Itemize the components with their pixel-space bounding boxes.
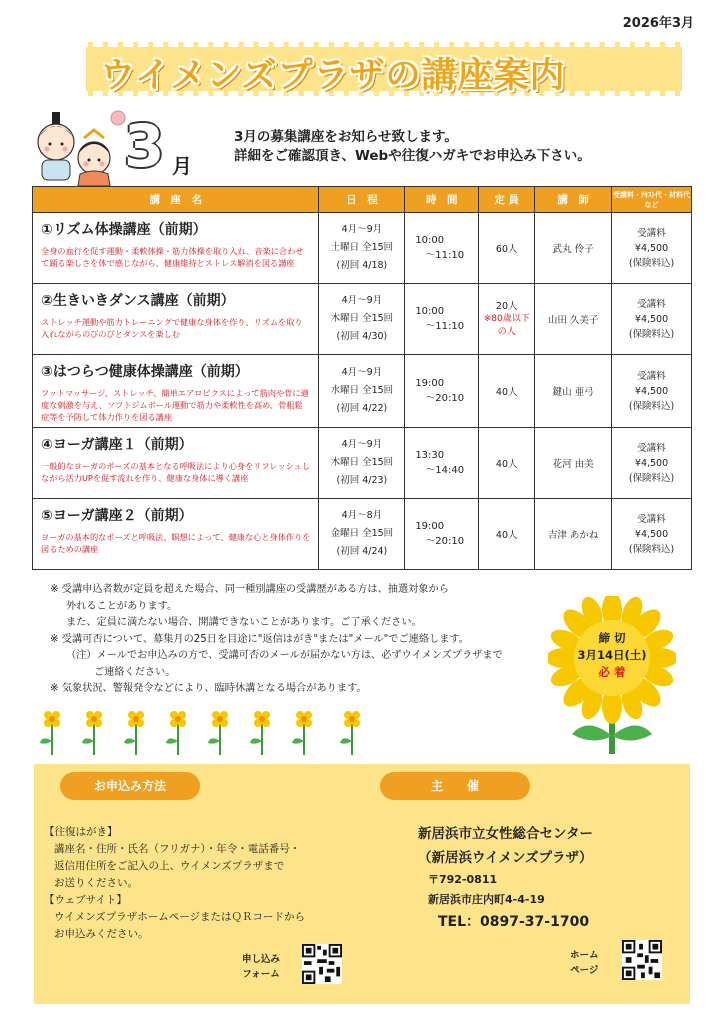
course-description: フットマッサージ、ストレッチ、簡単エアロビクスによって筋肉や骨に適度な刺激を与え、ソフトジムボール運動で筋力や柔軟性を高め、骨粗鬆症等を予防して体力作りを図る講座: [41, 388, 309, 422]
time-end: ～14:40: [425, 465, 465, 476]
note-line: また、定員に満たない場合、開講できないことがあります。ご了承ください。: [66, 617, 422, 628]
capacity-value: 20人: [495, 300, 518, 312]
title-banner: [78, 32, 690, 104]
fee-cell: [612, 284, 692, 355]
day: 金曜日 全15回: [330, 528, 394, 539]
time-start: 10:00: [415, 306, 445, 317]
organizer-info: [418, 822, 593, 934]
intro-line: 3月の募集講座をお知らせ致します。: [234, 129, 458, 145]
organizer-address: 新居浜市庄内町4-4-19: [428, 893, 545, 906]
schedule-cell: [319, 355, 405, 428]
time-cell: [405, 499, 479, 570]
header-capacity: 定 員: [479, 187, 535, 213]
header-schedule: 日 程: [319, 187, 405, 213]
table-row: [33, 213, 692, 284]
instructor-cell: 鍵山 亜弓: [535, 355, 612, 428]
table-row: [33, 355, 692, 428]
fee-cell: [612, 213, 692, 284]
time-end: ～20:10: [425, 393, 465, 404]
organizer-name: 新居浜市立女性総合センター: [418, 826, 593, 842]
deadline-note: 必 着: [598, 665, 626, 679]
month-badge: [122, 112, 202, 184]
time-cell: [405, 284, 479, 355]
course-description: ストレッチ運動や筋力トレーニングで健康な身体を作り、リズムを取り入れながらのびのびとダンスを楽しむ: [41, 317, 303, 339]
qr-label-line: ページ: [570, 965, 599, 976]
info-panel: [34, 764, 690, 1004]
page-title: ウイメンズプラザの講座案内: [100, 56, 566, 96]
day: 水曜日 全15回: [330, 385, 394, 396]
first-session: (初回 4/24): [336, 546, 388, 557]
schedule-cell: [319, 428, 405, 499]
apply-line: 講座名・住所・氏名（フリガナ）・年令・電話番号・: [54, 843, 301, 855]
apply-qr-label: [242, 952, 280, 982]
apply-line: 【ウェブサイト】: [44, 894, 127, 906]
schedule-cell: [319, 499, 405, 570]
period: 4月～9月: [341, 439, 383, 450]
table-row: [33, 499, 692, 570]
organizer-subname: （新居浜ウイメンズプラザ）: [418, 850, 593, 866]
table-row: [33, 428, 692, 499]
course-description: 全身の血行を促す運動・柔軟体操・筋力体操を取り入れ、音楽に合わせて踊る楽しさを体で感じながら、健康維持とストレス解消を図る講座: [41, 246, 304, 268]
course-description: 一般的なヨーガのポーズの基本となる呼吸法により心身をリフレッシュしながら活力UPを促す流れを作り、健康な身体に導く講座: [41, 461, 311, 483]
schedule-cell: [319, 213, 405, 284]
hina-dolls-illustration: [28, 106, 128, 186]
note-line: ご連絡ください。: [94, 666, 176, 678]
course-name: ③はつらつ健康体操講座（前期）: [41, 364, 249, 380]
intro-line: 詳細をご確認頂き、Webや往復ハガキでお申込み下さい。: [234, 148, 591, 164]
flowers-decoration: [38, 705, 398, 755]
first-session: (初回 4/18): [336, 260, 388, 271]
course-name: ⑤ヨーガ講座２（前期）: [41, 508, 193, 524]
month-number: 3: [124, 112, 165, 180]
fee-note: (保険料込): [628, 257, 675, 269]
table-header-row: [33, 187, 692, 213]
time-start: 13:30: [415, 450, 445, 461]
table-row: [33, 284, 692, 355]
issue-date: 2026年3月: [622, 16, 694, 31]
day: 木曜日 全15回: [330, 313, 394, 324]
course-cell: [33, 213, 319, 284]
course-cell: [33, 499, 319, 570]
time-end: ～11:10: [425, 321, 465, 332]
period: 4月～9月: [341, 295, 383, 306]
period: 4月～8月: [341, 510, 383, 521]
header-name: 講 座 名: [33, 187, 319, 213]
time-cell: [405, 213, 479, 284]
course-name: ④ヨーガ講座１（前期）: [41, 437, 193, 453]
apply-method-tab: お申込み方法: [60, 772, 200, 800]
instructor-cell: 花河 由美: [535, 428, 612, 499]
capacity-cell: [479, 284, 535, 355]
first-session: (初回 4/22): [336, 403, 388, 414]
first-session: (初回 4/30): [336, 331, 388, 342]
qr-label-line: ホーム: [570, 950, 599, 961]
qr-label-line: 申し込み: [242, 954, 281, 965]
course-table: [32, 186, 692, 570]
note-line: ※ 受講可否について、募集月の25日を目途に"返信はがき"または"メール"でご連絡します。: [50, 633, 469, 645]
fee-label: 受講料: [637, 370, 666, 382]
homepage-qr-code[interactable]: [622, 940, 662, 980]
fee-label: 受講料: [637, 442, 666, 454]
organizer-tel: TEL：0897-37-1700: [438, 914, 590, 930]
fee-cell: [612, 355, 692, 428]
first-session: (初回 4/23): [336, 475, 388, 486]
fee-amount: ¥4,500: [634, 313, 669, 325]
day: 土曜日 全15回: [330, 242, 394, 253]
qr-label-line: フォーム: [242, 969, 280, 980]
course-cell: [33, 355, 319, 428]
note-line: 外れることがあります。: [66, 600, 178, 612]
apply-line: 【往復はがき】: [44, 826, 118, 838]
day: 木曜日 全15回: [330, 457, 394, 468]
header-time: 時 間: [405, 187, 479, 213]
apply-line: 返信用住所をご記入の上、ウイメンズプラザまで: [54, 860, 285, 872]
header-fee: 受講料・ﾃｷｽﾄ代・材料代など: [612, 187, 692, 213]
course-description: ヨーガの基本的なポーズと呼吸法、瞑想によって、健康な心と身体作りを図るための講座: [41, 532, 311, 554]
homepage-qr-label: [570, 948, 599, 978]
note-line: ※ 気象状況、警報発令などにより、臨時休講となる場合があります。: [50, 683, 367, 694]
apply-line: お送りください。: [54, 877, 138, 889]
fee-amount: ¥4,500: [634, 528, 669, 540]
fee-note: (保険料込): [628, 400, 675, 412]
time-start: 19:00: [415, 378, 445, 389]
header-instructor: 講 師: [535, 187, 612, 213]
notes: [50, 582, 540, 698]
apply-form-qr-code[interactable]: [302, 944, 342, 984]
time-start: 10:00: [415, 235, 445, 246]
fee-cell: [612, 428, 692, 499]
deadline-label: 締 切: [598, 631, 626, 645]
capacity-note: ※80歳以下の人: [483, 313, 530, 337]
fee-cell: [612, 499, 692, 570]
instructor-cell: 武丸 伶子: [535, 213, 612, 284]
capacity-cell: 40人: [479, 499, 535, 570]
capacity-cell: 40人: [479, 355, 535, 428]
period: 4月～9月: [341, 224, 383, 235]
fee-note: (保険料込): [628, 328, 675, 340]
organizer-zip: 〒792-0811: [428, 873, 498, 886]
deadline-date: 3月14日(土): [577, 648, 647, 662]
course-name: ②生きいきダンス講座（前期）: [41, 293, 235, 309]
time-cell: [405, 355, 479, 428]
instructor-cell: 山田 久美子: [535, 284, 612, 355]
note-line: （注）メールでお申込みの方で、受講可否のメールが届かない方は、必ずウイメンズプラザまで: [66, 650, 503, 661]
month-suffix: 月: [172, 154, 192, 178]
fee-note: (保険料込): [628, 543, 675, 555]
time-cell: [405, 428, 479, 499]
instructor-cell: 吉津 あかね: [535, 499, 612, 570]
course-name: ①リズム体操講座（前期）: [41, 222, 207, 238]
apply-line: お申込みください。: [54, 928, 149, 940]
time-end: ～11:10: [425, 250, 465, 261]
intro-text: [234, 128, 591, 166]
fee-amount: ¥4,500: [634, 385, 669, 397]
organizer-tab: 主 催: [380, 772, 530, 800]
note-line: ※ 受講申込者数が定員を超えた場合、同一種別講座の受講歴がある方は、抽選対象から: [50, 584, 449, 595]
capacity-cell: 40人: [479, 428, 535, 499]
deadline-badge: [548, 630, 676, 681]
apply-method-text: [44, 824, 374, 943]
fee-label: 受講料: [637, 227, 666, 239]
fee-label: 受講料: [637, 298, 666, 310]
fee-label: 受講料: [637, 513, 666, 525]
schedule-cell: [319, 284, 405, 355]
fee-amount: ¥4,500: [634, 457, 669, 469]
fee-note: (保険料込): [628, 472, 675, 484]
course-cell: [33, 284, 319, 355]
course-cell: [33, 428, 319, 499]
fee-amount: ¥4,500: [634, 242, 669, 254]
apply-line: ウイメンズプラザホームページまたはＱＲコードから: [54, 911, 306, 923]
period: 4月～9月: [341, 367, 383, 378]
time-start: 19:00: [415, 521, 445, 532]
capacity-cell: 60人: [479, 213, 535, 284]
time-end: ～20:10: [425, 536, 465, 547]
